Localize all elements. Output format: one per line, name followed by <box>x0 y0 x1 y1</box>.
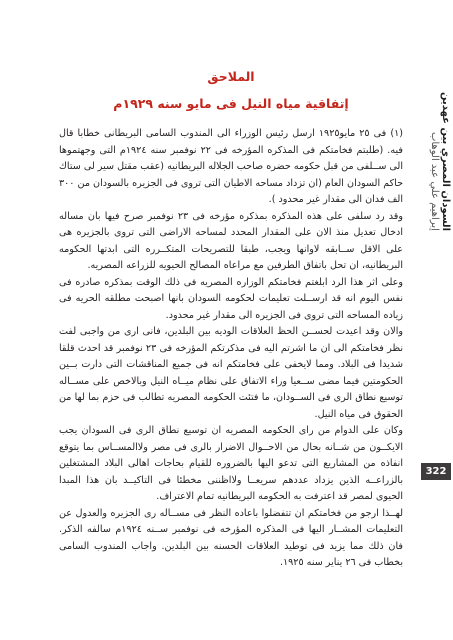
paragraph-1: (١) فى ٢٥ مايو١٩٢٥ ارسل رئيس الوزراء الى المندوب السامى البريطانى خطابا قال فيه. (طلبتم فخامتكم فى المذكره المؤرخه فى ٢٢ نوفمبر سنه ١٩٢٤م التى وجهتموها الى ســلفى من قبل حكومه حضره صاحب الجلاله البريطانيه (عقب مقتل سير لى ستاك حاكم السودان العام (ان تزداد مساحه الاطيان التى تروى فى الجزيره بالسودان من ٣٠٠ الف فدان الى مقدار غير محدود ). <box>59 128 403 205</box>
running-header-text <box>429 46 451 231</box>
author-name: إبراهيم علي عبد الوهاب <box>429 132 440 232</box>
paragraph-6: لهــذا ارجو من فخامتكم ان تتفضلوا باعاده النظر فى مســاله رى الجزيره والعدول عن التعليمات المشــار اليها فى المذكره المؤرخه فى نوفمبر ســنه ١٩٢٤م سالفه الذكر. فان ذلك مما يزيد فى توطيد العلاقات الحسنه بين البلدين. واجاب المندوب السامى بخطاب فى ٢٦ يناير سنه ١٩٢٥. <box>59 507 403 568</box>
book-title: السودان المصري بين عهدين <box>440 92 451 232</box>
appendix-heading: الملاحق <box>207 69 255 84</box>
paragraph-2: وقد رد سلفى على هذه المذكره بمذكره مؤرخه فى ٢٣ نوفمبر صرح فيها بان مساله ادخال تعديل منذ الان على المقدار المحدد لمساحه الاراضى التى تروى بالجزيره هى على الاقل ســابقه لاوانها ويجب، طبقا للتصريحات المتكــرره التى ابدتها الحكومه البريطانيه، ان تحل باتفاق الطرفين مع مراعاه المصالح الحيويه للزراعه المصريه. <box>59 210 403 271</box>
page-body <box>59 68 403 572</box>
agreement-title: إتفاقية مياه النيل فى مايو سنه ١٩٢٩م <box>113 96 349 111</box>
running-header <box>427 0 453 640</box>
paragraph-3: وعلى اثر هذا الرد ابلغتم فخامتكم الوزاره المصريه فى ذلك الوقت بمذكره صادره فى نفس اليوم انه قد ارســلت تعليمات لحكومه السودان بانها اصبحت مطلقه الحريه فى زياده المساحه التى تروى فى الجزيره الى مقدار غير محدود. <box>59 276 403 321</box>
paragraph-4: والان وقد اعيدت لحســن الحظ العلاقات الوديه بين البلدين، فانى ارى من واجبى لفت نظر فخامتكم الى ان ما اشرتم اليه فى مذكرتكم المؤرخه فى ٢٣ نوفمبر قد احدث قلقا شديدا فى البلاد. ومما لايخفى على فخامتكم انه فى جميع المناقشات التى دارت بــين الحكومتين فيما مضى ســعيا وراء الاتفاق على نظام ميــاه النيل وبالاخص على مســاله توسيع نطاق الرى فى الســودان، ما فتئت الحكومه المصريه تطالب فى حزم بما لها من الحقوق فى مياه النيل. <box>59 326 403 420</box>
paragraph-5: وكان على الدوام من راى الحكومه المصريه ان توسيع نطاق الرى فى السودان يجب الايكــون من شــانه بحال من الاحــوال الاضرار بالرى فى مصر ولاالمســاس بما يتوقع انفاذه من المشاريع التى تدعو اليها بالضروره للقيام بحاجات اهالى البلاد المشتغلين بالزراعــه الذين يزداد عددهم سريعــا ولااظننى مخطئا فى التاكيــد بان هذا المبدا الحيوى لمصر قد اعترفت به الحكومه البريطانيه تمام الاعتراف. <box>59 425 403 502</box>
page-number-badge: 322 <box>421 463 451 480</box>
